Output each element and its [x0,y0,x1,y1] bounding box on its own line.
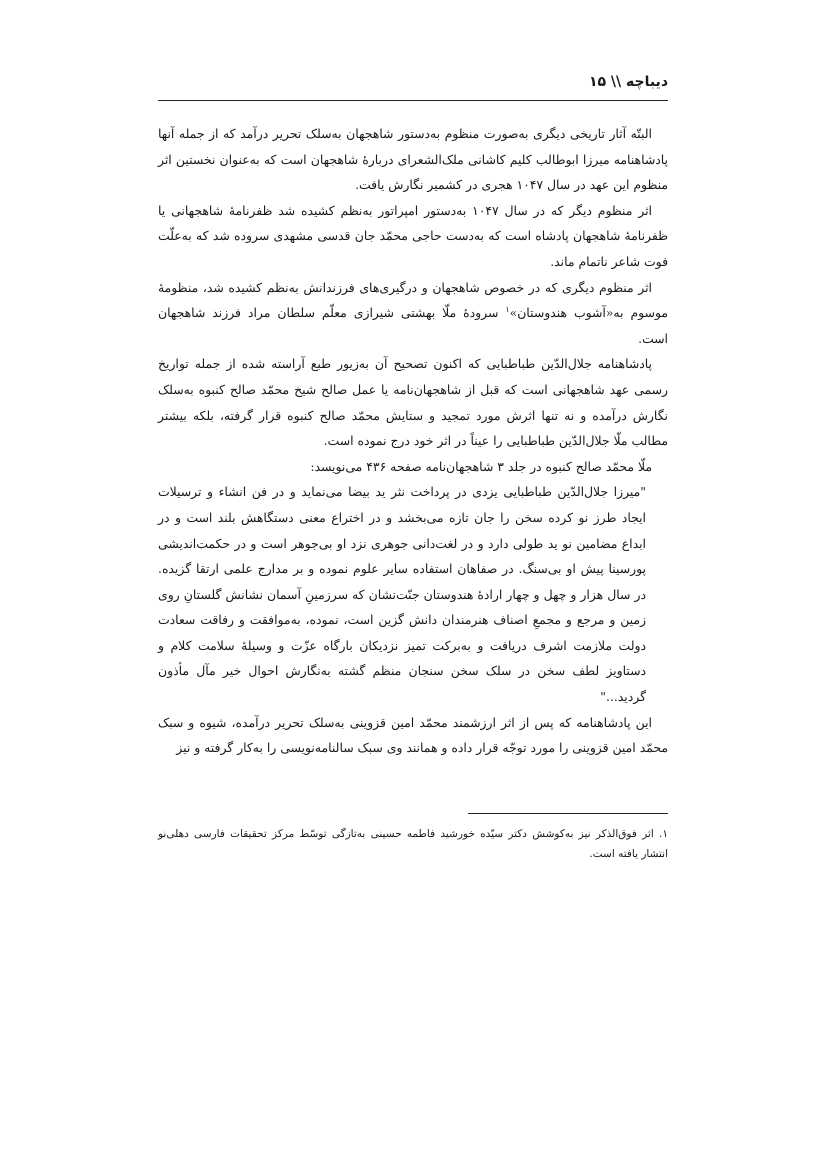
paragraph-text: اثر منظوم دیگری که در خصوص شاهجهان و درگیری‌های فرزندانش به‌نظم کشیده شد، منظومهٔ موسوم به«آشوب هندوستان» [158,279,668,321]
paragraph: ملّا محمّد صالح کنبوه در جلد ۳ شاهجهان‌نامه صفحه ۴۳۶ می‌نویسد: [310,458,652,474]
paragraph [158,275,668,352]
paragraph-text: سرودهٔ ملّا بهشتی شیرازی معلّم سلطان مراد فرزند شاهجهان است. [158,305,668,346]
paragraph: البتّه آثار تاریخی دیگری به‌صورت منظوم به‌دستور شاهجهان به‌سلک تحریر درآمد که از جمله آنها پادشاهنامه میرزا ابوطالب کلیم کاشانی ملک‌الشعرای دربارهٔ شاهجهان است که به‌عنوان نخستین اثر منظوم این عهد در سال ۱۰۴۷ هجری در کشمیر نگارش یافت. [158,126,668,193]
paragraph: این پادشاهنامه که پس از اثر ارزشمند محمّد امین قزوینی به‌سلک تحریر درآمده، شیوه و سبک محمّد امین قزوینی را مورد توجّه قرار داده و همانند وی سبک سالنامه‌نویسی را به‌کار گرفته و نیز [158,714,668,756]
footnote-marker: ۱ [505,305,510,315]
header-rule [158,100,668,101]
block-quote: "میرزا جلال‌الدّین طباطبایی یزدی در پرداخت نثر ید بیضا می‌نماید و در فن انشاء و ترسیلات ایجاد طرز نو کرده سخن را جان تازه می‌بخشد و در اختراع معنی دستگاهش بلند است و در ابداع مضامین نو ید طولی دارد و در لغت‌دانی جوهری نزد او بی‌جوهر است و در حکمت‌اندیشی پورسینا پیش او بی‌سنگ. در صفاهان استفاده سایر علوم نموده و بر مدارج علمی ارتقا گزیده. در سال هزار و چهل و چهار ارادهٔ هندوستان جنّت‌نشان که سرزمینِ آسمان نشانش گلستانِ روی زمین و مرجع و مجمعِ اصناف هنرمندان دانش گزین است، نموده، به‌موافقت و رفاقت سعادت دولت ملازمت اشرف دریافت و به‌برکت تمیز نزدیکان بارگاه عزّت و وسیلهٔ سلامت کلام و دستاویز لطف سخن در سلک سخن سنجان منظم گشته به‌نگارش احوال خیر مآل مأذون گردید..." [158,484,646,705]
paragraph-text: اثر منظوم دیگر که در سال ۱۰۴۷ به‌دستور امپراتور به‌نظم کشیده شد ظفرنامهٔ شاهجهانی یا ظفرنامهٔ شاهجهان پادشاه است که به‌دست حاجی محمّد جان قدسی مشهدی سروده شد که به‌علّت فوت شاعر ناتمام ماند. [158,202,668,269]
footnotes [158,824,668,864]
running-header: دیباچه \\ ۱۵ [588,74,668,90]
body-text [158,121,668,761]
paragraph [158,198,668,275]
paragraph: پادشاهنامه جلال‌الدّین طباطبایی که اکنون تصحیح آن به‌زیور طبع آراسته شده از جمله تواریخ رسمی عهد شاهجهانی است که قبل از شاهجهان‌نامه یا عمل صالح شیخ محمّد صالح کنبوه به‌سلک نگارش درآمده و نه تنها اثرش مورد تمجید و ستایش محمّد صالح کنبوه قرار گرفته، بلکه بیشتر مطالب ملّا جلال‌الدّین طباطبایی را عیناً در اثر خود درج نموده است. [158,356,668,449]
footnote-rule [468,813,668,814]
footnote: ۱. اثر فوق‌الذکر نیز به‌کوشش دکتر سیّده خورشید فاطمه حسینی به‌تازگی توسّط مرکز تحقیقات فارسی دهلی‌نو انتشار یافته است. [158,828,668,860]
